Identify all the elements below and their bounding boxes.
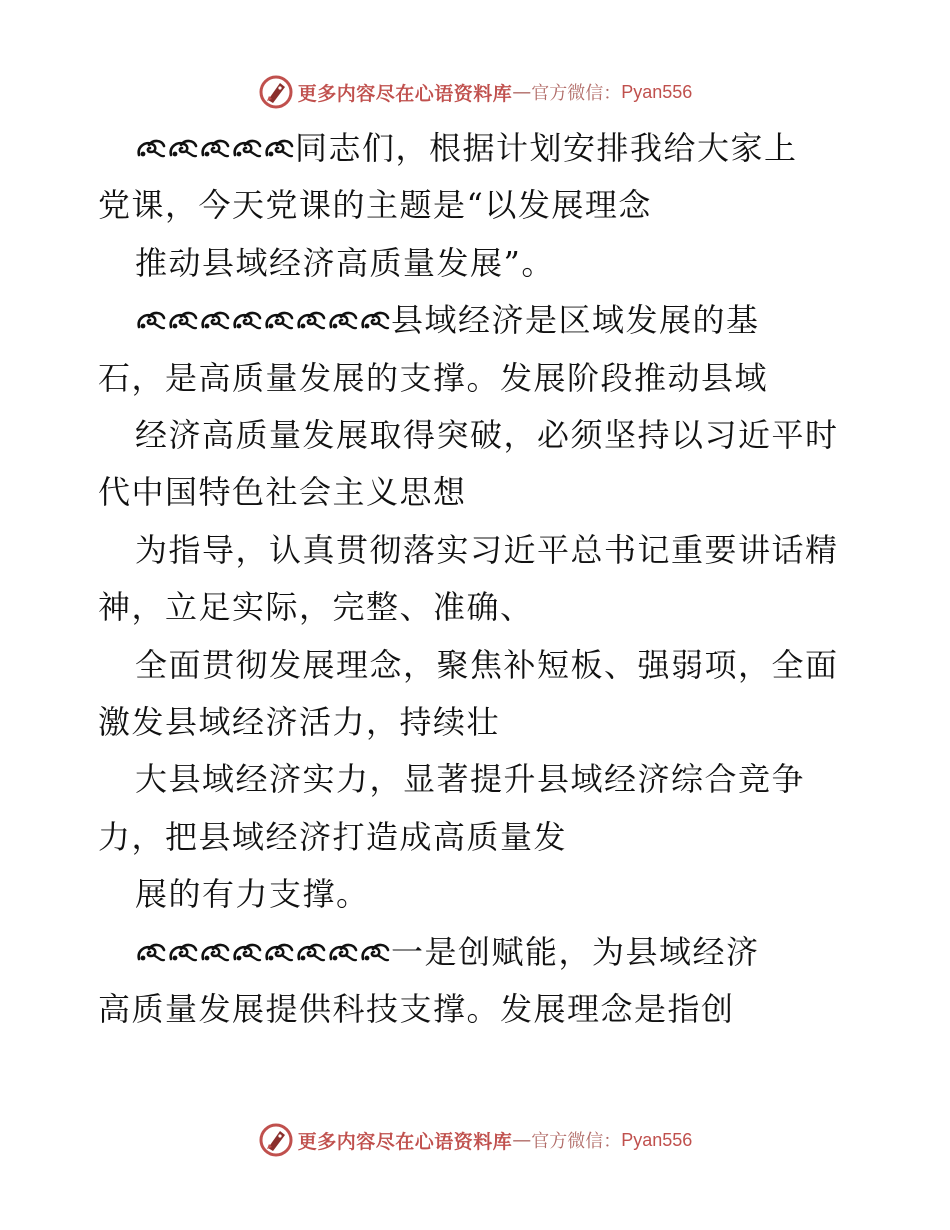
text-line-content: 推动县域经济高质量发展”。 — [135, 243, 555, 282]
floral-ornament-icon — [263, 941, 295, 965]
text-line — [98, 177, 652, 233]
text-line — [135, 292, 760, 348]
text-line-content: 一是创赋能，为县域经济 — [391, 932, 760, 971]
text-line — [135, 866, 370, 922]
header-site-name: 更多内容尽在心语资料库 — [297, 82, 513, 105]
floral-ornament-icon — [199, 137, 231, 161]
text-line — [135, 924, 760, 980]
floral-ornament-icon — [359, 941, 391, 965]
text-line — [98, 350, 768, 406]
text-line-content: 高质量发展提供科技支撑。发展理念是指创 — [98, 990, 735, 1028]
floral-ornament-icon — [167, 309, 199, 333]
header-wechat-id: Pyan556 — [621, 81, 693, 102]
footer-banner — [0, 1118, 950, 1162]
floral-ornament-icon — [135, 137, 167, 161]
text-line-content: 同志们，根据计划安排我给大家上 — [295, 129, 798, 167]
floral-ornament-icon — [231, 309, 263, 333]
floral-ornament-icon — [295, 941, 327, 965]
header-banner — [0, 70, 950, 114]
text-line-content: 力，把县域经济打造成高质量发 — [98, 817, 568, 856]
footer-wechat-id: Pyan556 — [621, 1129, 693, 1150]
text-line — [135, 407, 839, 463]
floral-ornament-icon — [167, 137, 199, 161]
text-line-content: 激发县域经济活力，持续壮 — [98, 703, 501, 741]
text-line-content: 为指导，认真贯彻落实习近平总书记重要讲话精 — [135, 530, 839, 569]
text-line-content: 经济高质量发展取得突破，必须坚持以习近平时 — [135, 416, 839, 454]
text-line — [98, 981, 735, 1037]
text-line-content: 大县域经济实力，显著提升县域经济综合竞争 — [135, 760, 806, 799]
floral-ornament-icon — [199, 309, 231, 333]
text-line-content: 展的有力支撑。 — [135, 875, 370, 914]
text-line-content: 县域经济是区域发展的基 — [391, 301, 760, 340]
floral-ornament-icon — [135, 309, 167, 333]
text-line — [98, 694, 500, 750]
floral-ornament-icon — [167, 941, 199, 965]
text-line-content: 神，立足实际，完整、准确、 — [98, 588, 534, 627]
floral-ornament-icon — [359, 309, 391, 333]
floral-ornament-icon — [199, 941, 231, 965]
text-line-content: 党课，今天党课的主题是“以发展理念 — [98, 186, 652, 225]
floral-ornament-icon — [327, 941, 359, 965]
floral-ornament-icon — [263, 137, 295, 161]
text-line — [135, 120, 798, 176]
floral-ornament-icon — [263, 309, 295, 333]
floral-ornament-icon — [295, 309, 327, 333]
floral-ornament-icon — [231, 137, 263, 161]
footer-dash: — — [512, 1129, 532, 1151]
text-line — [135, 751, 805, 807]
text-line — [135, 235, 555, 291]
header-dash: — — [512, 81, 532, 103]
text-line — [98, 579, 534, 635]
floral-ornament-icon — [135, 941, 167, 965]
text-line — [98, 809, 567, 865]
floral-ornament-icon — [231, 941, 263, 965]
text-line — [98, 464, 467, 520]
floral-ornament-icon — [327, 309, 359, 333]
text-line-content: 石，是高质量发展的支撑。发展阶段推动县域 — [98, 358, 769, 397]
header-wechat-label: 官方微信： — [531, 83, 622, 104]
footer-wechat-label: 官方微信： — [531, 1131, 622, 1152]
pen-nib-logo-icon — [258, 74, 294, 110]
text-line — [135, 637, 839, 693]
pen-nib-logo-icon — [258, 1122, 294, 1158]
footer-site-name: 更多内容尽在心语资料库 — [297, 1130, 513, 1153]
text-line-content: 全面贯彻发展理念，聚焦补短板、强弱项，全面 — [135, 645, 839, 684]
text-line — [135, 522, 839, 578]
text-line-content: 代中国特色社会主义思想 — [98, 473, 467, 512]
